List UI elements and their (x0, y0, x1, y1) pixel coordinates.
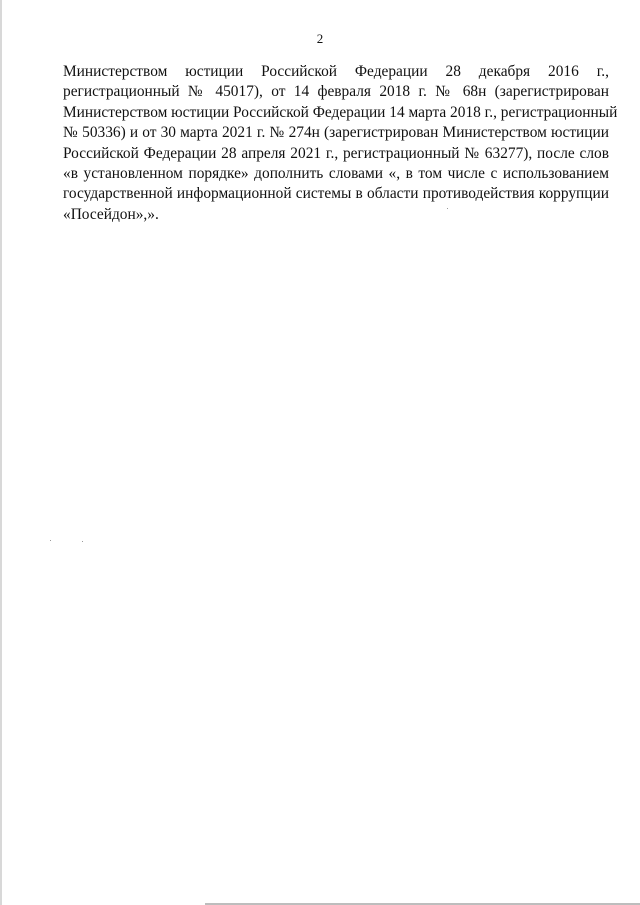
paragraph-line: Министерством юстиции Российской Федерации 14 марта 2018 г., регистрационный (63, 103, 618, 121)
paragraph-line: Министерством юстиции Российской Федерации 28 декабря 2016 г., (63, 63, 609, 80)
page-number: 2 (316, 31, 324, 46)
paragraph-line: регистрационный № 45017), от 14 февраля 2018 г. № 68н (зарегистрирован (63, 83, 609, 101)
paragraph-line: Российской Федерации 28 апреля 2021 г., регистрационный № 63277), после слов (63, 144, 609, 162)
paragraph-line: № 50336) и от 30 марта 2021 г. № 274н (зарегистрирован Министерством юстиции (63, 124, 609, 142)
scan-speck (447, 208, 448, 209)
scan-speck (82, 541, 83, 542)
paragraph-line: «в установленном порядке» дополнить словами «, в том числе с использованием (63, 165, 609, 183)
scan-edge-left (0, 0, 2, 905)
paragraph-line: «Посейдон»,». (63, 205, 159, 223)
paragraph-line: государственной информационной системы в области противодействия коррупции (63, 185, 609, 203)
scan-speck (50, 540, 51, 541)
body-paragraph (63, 62, 618, 225)
